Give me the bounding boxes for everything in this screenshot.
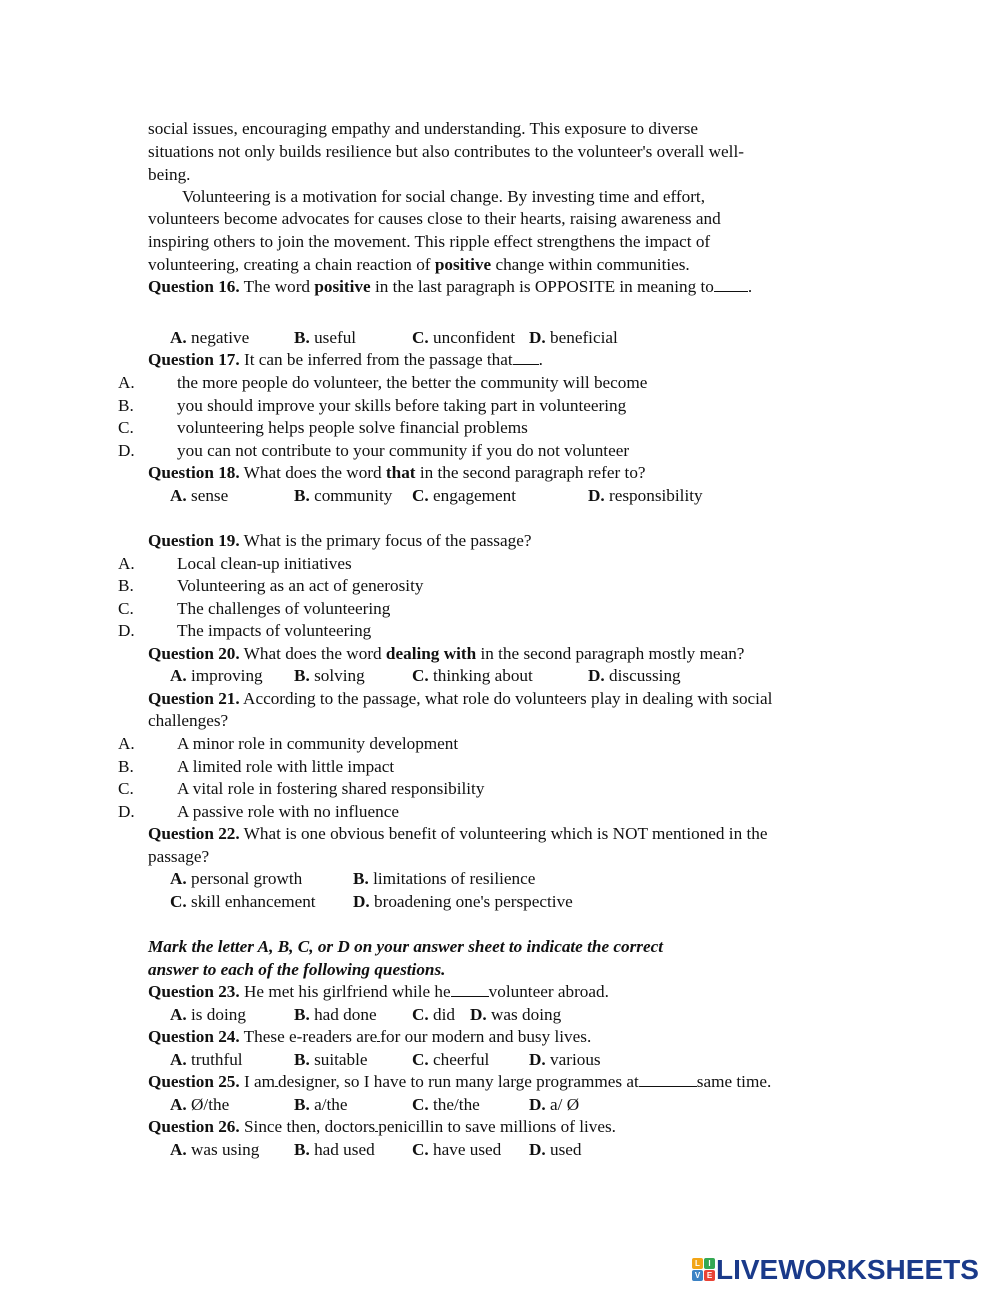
option-a[interactable]: A. Ø/the <box>170 1095 230 1114</box>
question-22-stem: passage? <box>148 847 210 866</box>
passage-line: volunteers become advocates for causes close to their hearts, raising awareness and <box>148 209 721 228</box>
option-d[interactable]: D. a/ Ø <box>529 1095 580 1114</box>
option-d[interactable]: D. was doing <box>470 1005 562 1024</box>
question-24-stem: Question 24. These e-readers are for our modern and busy lives. <box>148 1027 592 1046</box>
option-a[interactable]: A. sense <box>170 486 229 505</box>
question-16-options <box>0 327 1000 349</box>
question-26-options <box>0 1139 1000 1161</box>
option-a[interactable]: A minor role in community development <box>177 734 459 753</box>
question-23-stem: Question 23. He met his girlfriend while he volunteer abroad. <box>148 982 609 1001</box>
passage-line: social issues, encouraging empathy and understanding. This exposure to diverse <box>148 119 699 138</box>
option-a[interactable]: A. personal growth <box>170 869 303 888</box>
question-21-stem: Question 21. According to the passage, what role do volunteers play in dealing with social <box>148 689 773 708</box>
question-16-stem: Question 16. The word positive in the last paragraph is OPPOSITE in meaning to . <box>148 277 753 296</box>
option-b[interactable]: B. a/the <box>294 1095 348 1114</box>
option-a-letter: A. <box>118 554 135 573</box>
option-a-letter: A. <box>118 373 135 392</box>
option-d-letter: D. <box>118 441 135 460</box>
passage-line: Volunteering is a motivation for social change. By investing time and effort, <box>182 187 705 206</box>
question-24-options <box>0 1049 1000 1071</box>
instruction: answer to each of the following questions. <box>148 960 446 979</box>
question-26-stem: Question 26. Since then, doctors penicillin to save millions of lives. <box>148 1117 616 1136</box>
instruction: Mark the letter A, B, C, or D on your answer sheet to indicate the correct <box>148 937 664 956</box>
question-18-stem: Question 18. What does the word that in the second paragraph refer to? <box>148 463 646 482</box>
option-b[interactable]: B. solving <box>294 666 365 685</box>
option-d[interactable]: D. various <box>529 1050 601 1069</box>
option-c[interactable]: The challenges of volunteering <box>177 599 391 618</box>
passage-line: situations not only builds resilience but also contributes to the volunteer's overall well- <box>148 142 744 161</box>
question-22-options-row1 <box>0 868 1000 890</box>
option-a[interactable]: A. truthful <box>170 1050 243 1069</box>
option-d[interactable]: D. discussing <box>588 666 681 685</box>
option-b[interactable]: B. limitations of resilience <box>353 869 536 888</box>
option-a-letter: A. <box>118 734 135 753</box>
passage-line: being. <box>148 165 191 184</box>
option-d[interactable]: D. used <box>529 1140 582 1159</box>
question-18-options <box>0 485 1000 507</box>
option-d[interactable]: D. beneficial <box>529 328 618 347</box>
option-a[interactable]: the more people do volunteer, the better the community will become <box>177 373 648 392</box>
option-a[interactable]: A. negative <box>170 328 250 347</box>
option-c[interactable]: C. skill enhancement <box>170 892 316 911</box>
option-a[interactable]: A. was using <box>170 1140 260 1159</box>
passage-line: inspiring others to join the movement. This ripple effect strengthens the impact of <box>148 232 711 251</box>
liveworksheets-icon: L I V E <box>692 1258 716 1282</box>
option-c[interactable]: C. cheerful <box>412 1050 490 1069</box>
logo-text: LIVEWORKSHEETS <box>716 1254 979 1285</box>
option-c-letter: C. <box>118 418 134 437</box>
question-21-stem: challenges? <box>148 711 229 730</box>
option-b[interactable]: B. had done <box>294 1005 377 1024</box>
option-d[interactable]: D. responsibility <box>588 486 703 505</box>
option-c[interactable]: C. the/the <box>412 1095 480 1114</box>
option-d[interactable]: you can not contribute to your community if you do not volunteer <box>177 441 630 460</box>
option-c[interactable]: C. thinking about <box>412 666 533 685</box>
option-d[interactable]: D. broadening one's perspective <box>353 892 573 911</box>
option-d[interactable]: A passive role with no influence <box>177 802 399 821</box>
option-b[interactable]: you should improve your skills before taking part in volunteering <box>177 396 627 415</box>
option-b[interactable]: B. had used <box>294 1140 375 1159</box>
option-b[interactable]: B. useful <box>294 328 357 347</box>
option-c-letter: C. <box>118 599 134 618</box>
option-d[interactable]: The impacts of volunteering <box>177 621 372 640</box>
option-c[interactable]: volunteering helps people solve financial problems <box>177 418 528 437</box>
option-b-letter: B. <box>118 576 134 595</box>
option-a[interactable]: A. is doing <box>170 1005 246 1024</box>
question-20-stem: Question 20. What does the word dealing with in the second paragraph mostly mean? <box>148 644 745 663</box>
question-25-stem: Question 25. I am designer, so I have to run many large programmes at same time. <box>148 1072 772 1091</box>
option-b[interactable]: Volunteering as an act of generosity <box>177 576 424 595</box>
option-d-letter: D. <box>118 621 135 640</box>
passage-line: volunteering, creating a chain reaction of positive change within communities. <box>148 255 690 274</box>
option-b[interactable]: B. community <box>294 486 393 505</box>
option-b[interactable]: A limited role with little impact <box>177 757 395 776</box>
question-17-stem: Question 17. It can be inferred from the passage that . <box>148 350 543 369</box>
option-c[interactable]: A vital role in fostering shared responsibility <box>177 779 485 798</box>
option-b-letter: B. <box>118 396 134 415</box>
option-c[interactable]: C. did <box>412 1005 455 1024</box>
option-b-letter: B. <box>118 757 134 776</box>
question-22-stem: Question 22. What is one obvious benefit of volunteering which is NOT mentioned in the <box>148 824 768 843</box>
question-22-options-row2 <box>0 891 1000 913</box>
option-b[interactable]: B. suitable <box>294 1050 368 1069</box>
question-19-stem: Question 19. What is the primary focus of the passage? <box>148 531 532 550</box>
option-c[interactable]: C. unconfident <box>412 328 516 347</box>
option-c-letter: C. <box>118 779 134 798</box>
option-a[interactable]: Local clean-up initiatives <box>177 554 352 573</box>
question-25-options <box>0 1094 1000 1116</box>
option-c[interactable]: C. engagement <box>412 486 517 505</box>
option-c[interactable]: C. have used <box>412 1140 502 1159</box>
option-d-letter: D. <box>118 802 135 821</box>
option-a[interactable]: A. improving <box>170 666 263 685</box>
question-20-options <box>0 665 1000 687</box>
question-23-options <box>0 1004 1000 1026</box>
